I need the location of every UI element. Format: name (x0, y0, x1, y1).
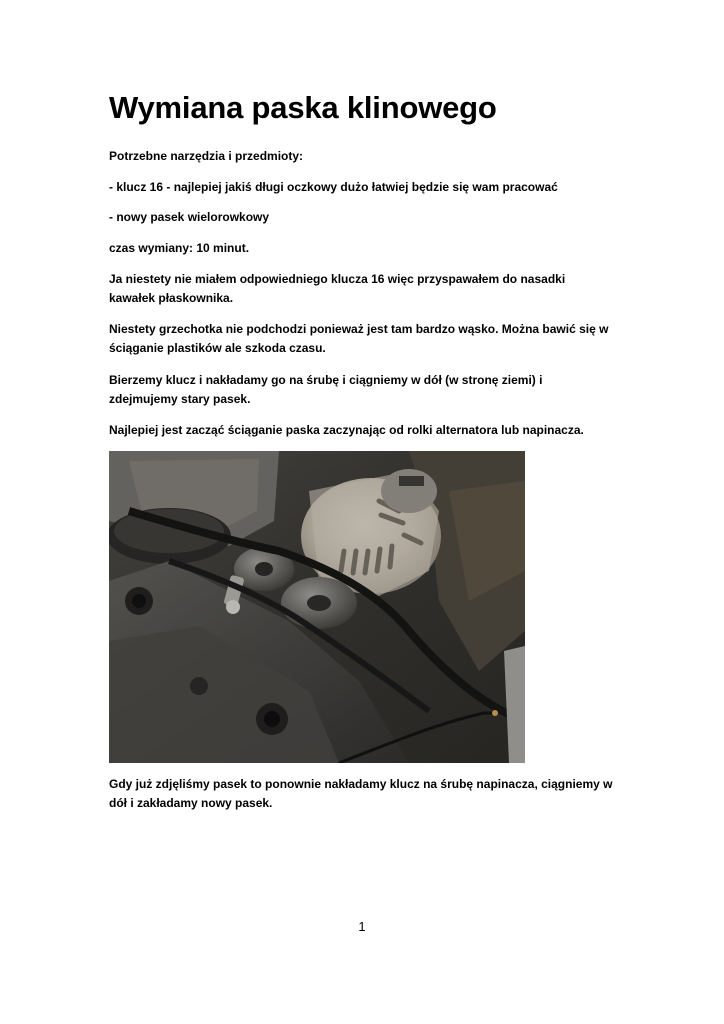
paragraph-ratchet: Niestety grzechotka nie podchodzi ponieważ jest tam bardzo wąsko. Można bawić się w ściąganie plastików ale szkoda czasu. (109, 322, 609, 355)
document-title: Wymiana paska klinowego (109, 90, 497, 125)
paragraph-tools-heading: Potrzebne narzędzia i przedmioty: (109, 149, 304, 163)
engine-bay-photo (109, 451, 525, 763)
paragraph-tool-belt: - nowy pasek wielorowkowy (109, 210, 270, 224)
paragraph-time: czas wymiany: 10 minut. (109, 241, 250, 255)
paragraph-install-new-belt: Gdy już zdjęliśmy pasek to ponownie nakładamy klucz na śrubę napinacza, ciągniemy w dół i zakładamy nowy pasek. (109, 777, 613, 810)
paragraph-welded-wrench: Ja niestety nie miałem odpowiedniego klucza 16 więc przyspawałem do nasadki kawałek płaskownika. (109, 272, 566, 305)
paragraph-start-from-pulley: Najlepiej jest zacząć ściąganie paska zaczynając od rolki alternatora lub napinacza. (109, 423, 584, 437)
page-number: 1 (358, 919, 366, 934)
paragraph-remove-belt: Bierzemy klucz i nakładamy go na śrubę i ciągniemy w dół (w stronę ziemi) i zdejmujemy stary pasek. (109, 373, 543, 406)
paragraph-tool-wrench: - klucz 16 - najlepiej jakiś długi oczkowy dużo łatwiej będzie się wam pracować (109, 180, 558, 194)
